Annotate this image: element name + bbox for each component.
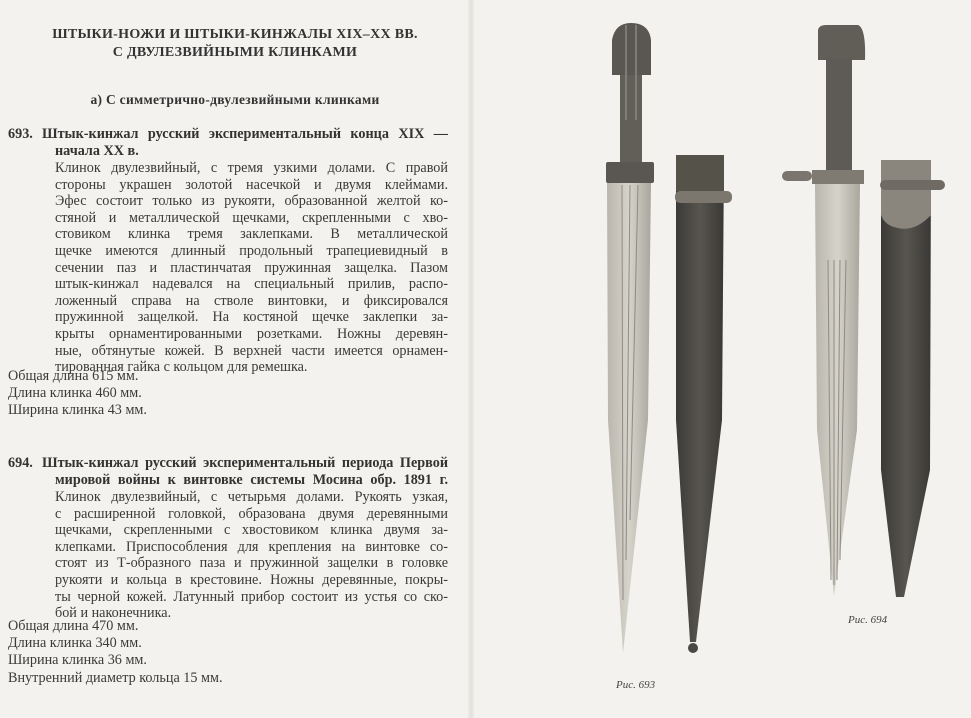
body-line: ты черной кожей. Латунный прибор состоит из устья со ско- — [55, 588, 448, 605]
entry-number: 694. — [8, 455, 33, 471]
spec-line: Длина клинка 460 мм. — [8, 385, 142, 402]
entry-title: начала XX в. — [55, 143, 139, 159]
body-line: клепками. Приспособления для крепления на винтовке со- — [55, 538, 448, 555]
subheading: а) С симметрично-двулезвийными клинками — [90, 92, 380, 107]
body-line: пружинной защелкой. На костяной щечке заклепки за- — [55, 309, 448, 326]
body-line: щечке имеются длинный продольный трапециевидный в — [55, 243, 448, 259]
body-line: стовиком клинка тремя заклепками. В металлической — [55, 226, 448, 243]
entry-title: Штык-кинжал русский экспериментальный конца XIX — — [42, 126, 448, 142]
figure-caption-694: Рис. 694 — [848, 614, 888, 626]
body-line: щечками, скрепленными с хвостовиком клинка двумя за- — [55, 522, 448, 539]
body-line: штык-кинжал надевался на специальный прилив, распо- — [55, 276, 448, 293]
body-line: рукояти и кольца в крестовине. Ножны деревянные, покры- — [55, 572, 448, 588]
section-heading-line2: С ДВУЛЕЗВИЙНЫМИ КЛИНКАМИ — [112, 45, 358, 60]
body-line: ные, обтянутые кожей. В верхней части имеется орнамен- — [55, 342, 448, 359]
spec-line: Ширина клинка 43 мм. — [8, 402, 147, 419]
body-line: Клинок двулезвийный, с тремя узкими долами. С правой — [55, 160, 448, 176]
scabbard-694-drawing — [880, 160, 945, 597]
body-line: Клинок двулезвийный, с четырьмя долами. Рукоять узкая, — [55, 489, 448, 505]
body-line: тированная гайка с кольцом для ремешка. — [55, 359, 308, 376]
section-heading-line1: ШТЫКИ-НОЖИ И ШТЫКИ-КИНЖАЛЫ XIX–XX ВВ. — [52, 27, 418, 42]
spec-line: Длина клинка 340 мм. — [8, 635, 142, 652]
figure-caption-693: Рис. 693 — [616, 679, 656, 691]
body-line: сечении паз и пластинчатая пружинная защелка. Пазом — [55, 259, 448, 276]
body-line: стоят из Т-образного паза и пружинной защелки в головке — [55, 555, 448, 572]
spec-line: Общая длина 615 мм. — [8, 368, 139, 384]
entry-title: мировой войны к винтовке системы Мосина обр. 1891 г. — [55, 472, 448, 488]
body-line: с расширенной головкой, образована двумя деревянными — [55, 505, 448, 522]
entry-title: Штык-кинжал русский экспериментальный периода Первой — [42, 455, 448, 471]
body-line: бой и наконечника. — [55, 605, 172, 622]
body-line: стяной и металлической щечками, скрепленными с хво- — [55, 209, 448, 226]
spec-line: Внутренний диаметр кольца 15 мм. — [8, 669, 223, 686]
scabbard-693-drawing — [675, 155, 732, 653]
entry-number: 693. — [8, 126, 33, 142]
body-line: стороны украшен золотой насечкой и двумя клеймами. — [55, 176, 448, 193]
bayonet-694-drawing — [782, 25, 865, 596]
body-line: крыты орнаментированными розетками. Ножны деревян- — [55, 326, 448, 342]
bayonet-693-drawing — [606, 23, 654, 653]
spec-line: Общая длина 470 мм. — [8, 618, 139, 634]
spec-line: Ширина клинка 36 мм. — [8, 652, 147, 669]
body-line: ложенный справа на стволе винтовки, и фиксировался — [55, 292, 448, 309]
body-line: Эфес состоит только из рукояти, образованной желтой ко- — [55, 193, 448, 210]
